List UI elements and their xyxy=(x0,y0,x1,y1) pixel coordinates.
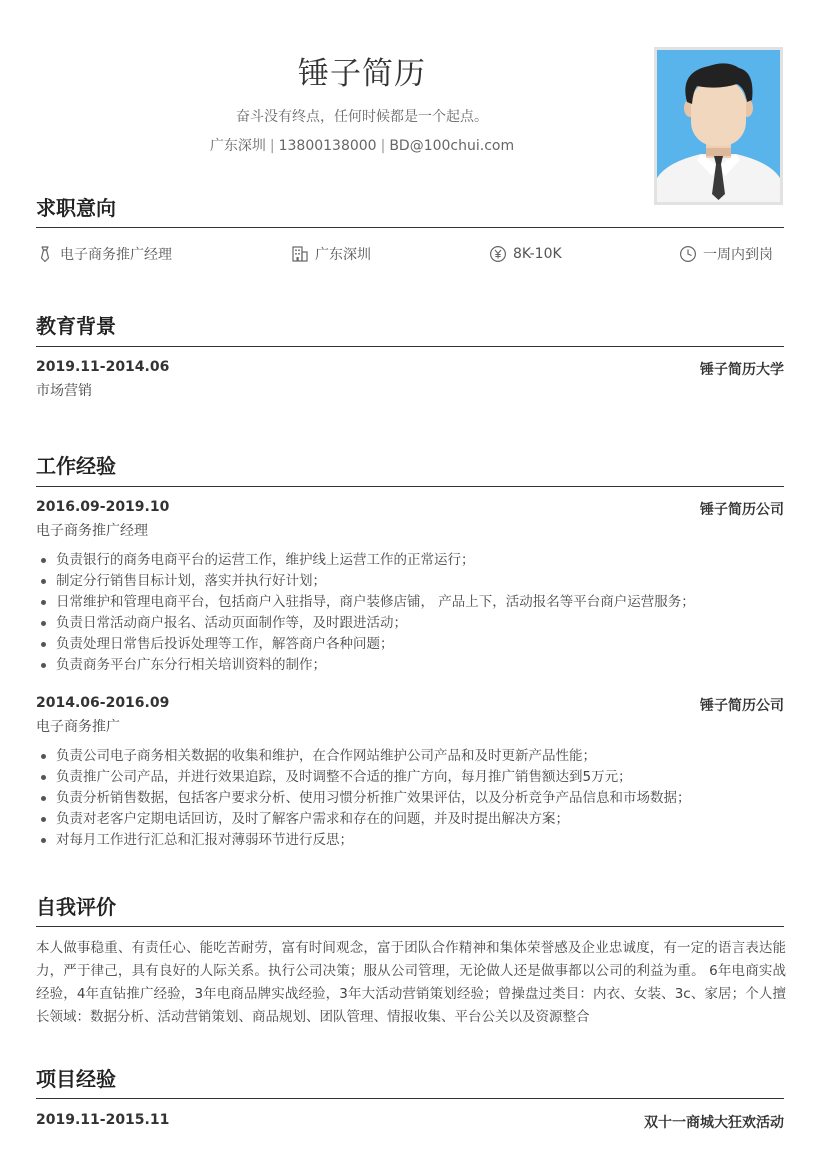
intent-salary xyxy=(489,243,562,265)
building-icon xyxy=(291,245,309,263)
contact-location: 广东深圳 xyxy=(209,138,266,154)
project-name: 双十一商城大狂欢活动 xyxy=(644,1115,784,1131)
avatar-illustration xyxy=(657,50,780,202)
section-divider xyxy=(36,346,784,347)
section-title-education: 教育背景 xyxy=(36,314,116,338)
resume-motto: 奋斗没有终点，任何时候都是一个起点。 xyxy=(236,109,488,125)
contact-line xyxy=(0,135,724,155)
section-self-eval xyxy=(36,892,784,927)
section-title-projects: 项目经验 xyxy=(36,1067,116,1091)
work-row xyxy=(36,499,784,519)
resume-name: 锤子简历 xyxy=(298,56,426,92)
intent-position xyxy=(36,243,172,265)
work-title: 电子商务推广经理 xyxy=(36,523,148,539)
self-eval-text: 本人做事稳重、有责任心、能吃苦耐劳，富有时间观念，富于团队合作精神和集体荣誉感及企业忠诚度，有一定的语言表达能力，严于律己，具有良好的人际关系。执行公司决策；服从公司管理，无论做人还是做事都以公司的利益为重。 6年电商实战经验，4年直钻推广经验，3年电商品牌实战经验，3年大活动营销策划经验；曾操盘过类目：内衣、女装、3c、家居；个人擅长领域：数据分析、活动营销策划、商品规划、团队管理、情报收集、平台公关以及资源整合 xyxy=(36,940,786,1025)
work-duties xyxy=(36,746,784,851)
work-period: 2016.09-2019.10 xyxy=(36,499,170,515)
work-period: 2014.06-2016.09 xyxy=(36,695,170,711)
work-company: 锤子简历公司 xyxy=(700,502,784,518)
duty-item: 负责银行的商务电商平台的运营工作，维护线上运营工作的正常运行； xyxy=(36,550,784,571)
section-divider xyxy=(36,227,784,228)
intent-city xyxy=(291,243,371,265)
work-row xyxy=(36,695,784,715)
intent-position-text: 电子商务推广经理 xyxy=(60,247,172,263)
intent-row xyxy=(36,243,784,265)
profile-photo xyxy=(654,47,783,205)
tie-icon xyxy=(36,245,54,263)
education-period: 2019.11-2014.06 xyxy=(36,359,170,375)
contact-email[interactable]: BD@100chui.com xyxy=(389,138,515,154)
duty-item: 负责推广公司产品，并进行效果追踪，及时调整不合适的推广方向，每月推广销售额达到5万元； xyxy=(36,767,784,788)
intent-availability-text: 一周内到岗 xyxy=(703,247,773,263)
section-intent xyxy=(36,193,784,228)
duty-item: 负责分析销售数据，包括客户要求分析、使用习惯分析推广效果评估，以及分析竞争产品信息和市场数据； xyxy=(36,788,784,809)
yen-coin-icon xyxy=(489,245,507,263)
section-work xyxy=(36,451,784,487)
work-duties xyxy=(36,550,784,676)
section-education xyxy=(36,311,784,347)
duty-item: 负责日常活动商户报名、活动页面制作等，及时跟进活动； xyxy=(36,613,784,634)
education-row xyxy=(36,359,784,379)
section-divider xyxy=(36,1098,784,1099)
duty-item: 负责处理日常售后投诉处理等工作，解答商户各种问题； xyxy=(36,634,784,655)
intent-salary-text: 8K-10K xyxy=(513,246,562,262)
contact-phone: 13800138000 xyxy=(278,138,377,154)
section-title-self-eval: 自我评价 xyxy=(36,895,116,919)
duty-item: 日常维护和管理电商平台，包括商户入驻指导，商户装修店铺， 产品上下，活动报名等平台商户运营服务； xyxy=(36,592,784,613)
work-title: 电子商务推广 xyxy=(36,719,120,735)
duty-item: 负责公司电子商务相关数据的收集和维护，在合作网站维护公司产品和及时更新产品性能； xyxy=(36,746,784,767)
clock-icon xyxy=(679,245,697,263)
intent-city-text: 广东深圳 xyxy=(315,247,371,263)
contact-separator: | xyxy=(380,138,386,154)
section-title-work: 工作经验 xyxy=(36,454,116,478)
duty-item: 制定分行销售目标计划，落实并执行好计划； xyxy=(36,571,784,592)
section-projects xyxy=(36,1064,784,1099)
project-period: 2019.11-2015.11 xyxy=(36,1112,170,1128)
project-row xyxy=(36,1112,784,1132)
education-major: 市场营销 xyxy=(36,383,92,399)
education-school: 锤子简历大学 xyxy=(700,362,784,378)
section-divider xyxy=(36,926,784,927)
section-title-intent: 求职意向 xyxy=(36,196,116,220)
work-company: 锤子简历公司 xyxy=(700,698,784,714)
duty-item: 对每月工作进行汇总和汇报对薄弱环节进行反思； xyxy=(36,830,784,851)
duty-item: 负责商务平台广东分行相关培训资料的制作； xyxy=(36,655,784,676)
duty-item: 负责对老客户定期电话回访，及时了解客户需求和存在的问题，并及时提出解决方案； xyxy=(36,809,784,830)
intent-availability xyxy=(679,243,773,265)
contact-separator: | xyxy=(269,138,275,154)
section-divider xyxy=(36,486,784,487)
